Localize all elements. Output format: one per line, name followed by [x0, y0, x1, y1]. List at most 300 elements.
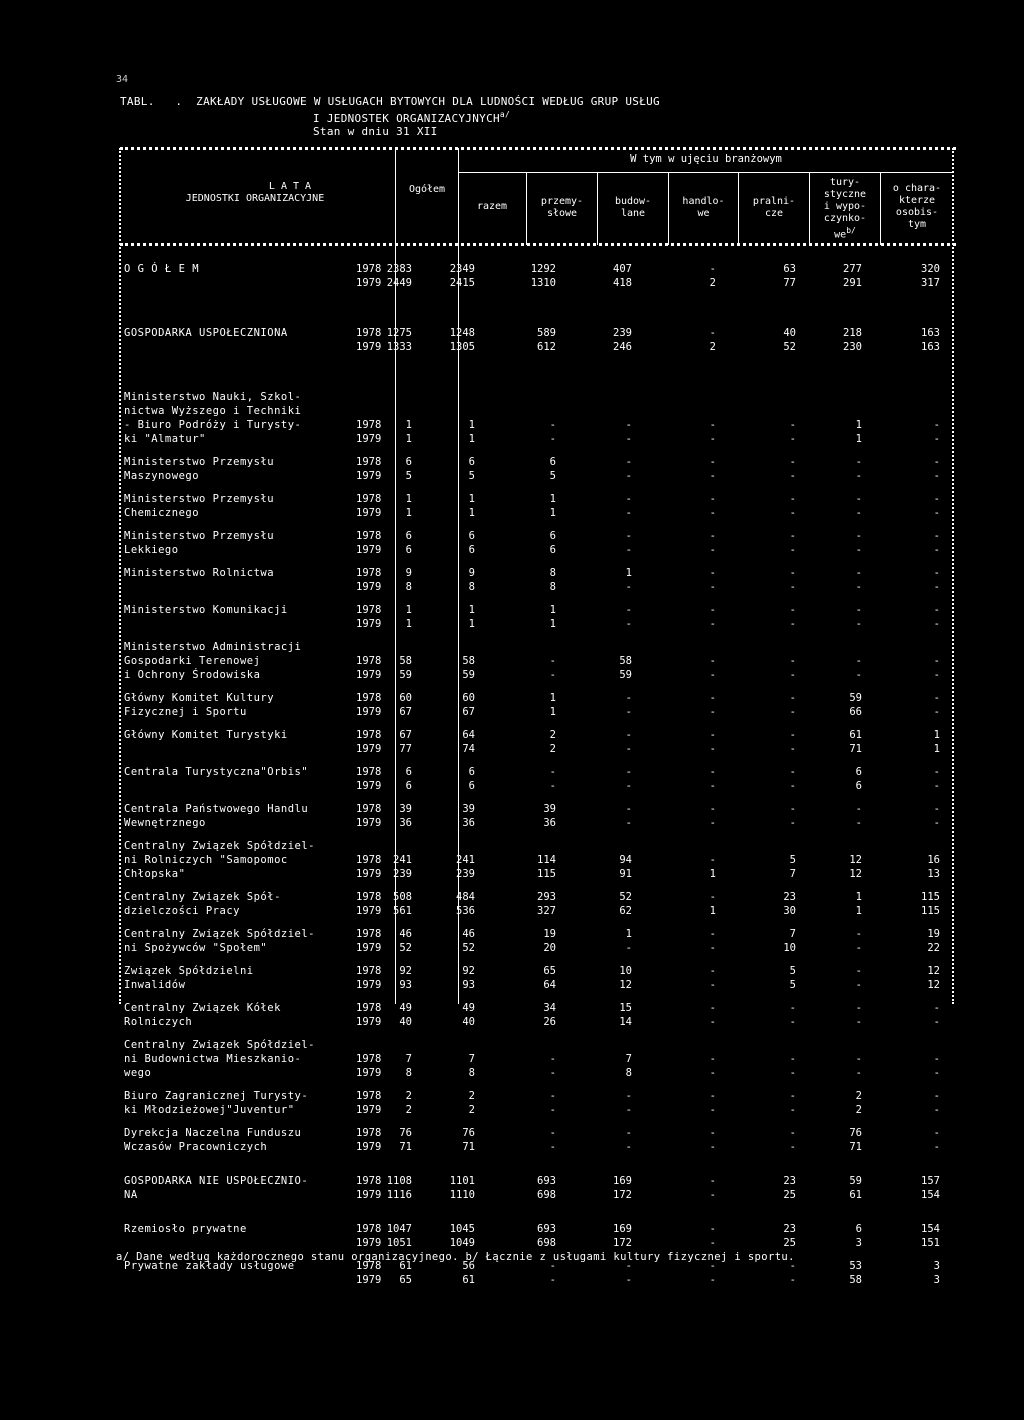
cell-razem: 58	[462, 655, 475, 667]
cell-bud: -	[625, 743, 632, 755]
row-year: 1979	[356, 341, 382, 353]
cell-osob: -	[933, 507, 940, 519]
row-year: 1979	[356, 507, 382, 519]
cell-razem: 8	[468, 581, 475, 593]
cell-tur: 6	[855, 1223, 862, 1235]
cell-handl: -	[709, 1175, 716, 1187]
cell-pral: 23	[783, 1223, 796, 1235]
table-row	[0, 506, 1024, 520]
row-year: 1978	[356, 1090, 382, 1102]
cell-pral: 30	[783, 905, 796, 917]
cell-handl: -	[709, 1090, 716, 1102]
cell-razem: 536	[456, 905, 475, 917]
title-line-3-text: Stan w dniu 31 XII	[313, 124, 438, 138]
cell-bud: 1	[625, 928, 632, 940]
cell-razem: 1101	[449, 1175, 475, 1187]
cell-ogolem: 1	[405, 604, 412, 616]
cell-pral: -	[789, 419, 796, 431]
cell-pral: 63	[783, 263, 796, 275]
cell-bud: 10	[619, 965, 632, 977]
cell-tur: 2	[855, 1090, 862, 1102]
row-year: 1979	[356, 277, 382, 289]
cell-ogolem: 2383	[386, 263, 412, 275]
cell-handl: -	[709, 493, 716, 505]
cell-osob: -	[933, 1141, 940, 1153]
table-body	[0, 262, 1024, 1287]
cell-pral: -	[789, 743, 796, 755]
row-year: 1978	[356, 604, 382, 616]
row-year: 1979	[356, 1016, 382, 1028]
cell-osob: 1	[933, 729, 940, 741]
page-number: 34	[116, 74, 129, 85]
cell-ogolem: 39	[399, 803, 412, 815]
cell-ogolem: 239	[393, 868, 412, 880]
table-row	[0, 941, 1024, 955]
cell-osob: 115	[921, 905, 940, 917]
cell-przem: -	[549, 1260, 556, 1272]
cell-pral: -	[789, 1002, 796, 1014]
cell-osob: 163	[921, 341, 940, 353]
table-row	[0, 418, 1024, 432]
cell-ogolem: 1	[405, 433, 412, 445]
cell-tur: 291	[843, 277, 862, 289]
table-row	[0, 816, 1024, 830]
cell-osob: -	[933, 530, 940, 542]
title-line-2	[120, 108, 660, 125]
cell-razem: 1305	[449, 341, 475, 353]
table-title	[120, 95, 660, 138]
cell-razem: 239	[456, 868, 475, 880]
cell-razem: 1	[468, 419, 475, 431]
row-label: Dyrekcja Naczelna Funduszu	[124, 1127, 302, 1139]
cell-przem: -	[549, 1141, 556, 1153]
title-line-1: TABL. . ZAKŁADY USŁUGOWE W USŁUGACH BYTOWYCH DLA LUDNOŚCI WEDŁUG GRUP USŁUG	[120, 95, 660, 108]
cell-tur: 12	[849, 868, 862, 880]
cell-bud: -	[625, 1274, 632, 1286]
cell-przem: 612	[537, 341, 556, 353]
cell-przem: 1	[549, 507, 556, 519]
title-footnote-a: a/	[499, 110, 511, 119]
cell-handl: -	[709, 780, 716, 792]
cell-osob: -	[933, 419, 940, 431]
cell-ogolem: 61	[399, 1260, 412, 1272]
table-row	[0, 728, 1024, 742]
cell-przem: 2	[549, 743, 556, 755]
cell-przem: 64	[543, 979, 556, 991]
row-label: Ministerstwo Przemysłu	[124, 493, 275, 505]
cell-tur: -	[855, 1053, 862, 1065]
cell-przem: -	[549, 766, 556, 778]
cell-pral: -	[789, 803, 796, 815]
cell-handl: -	[709, 891, 716, 903]
table-row	[0, 326, 1024, 340]
cell-handl: -	[709, 743, 716, 755]
cell-razem: 1248	[449, 327, 475, 339]
cell-osob: -	[933, 766, 940, 778]
row-year: 1979	[356, 905, 382, 917]
cell-tur: 1	[855, 905, 862, 917]
cell-przem: 5	[549, 470, 556, 482]
cell-handl: -	[709, 604, 716, 616]
cell-bud: -	[625, 1127, 632, 1139]
cell-osob: -	[933, 706, 940, 718]
cell-ogolem: 6	[405, 544, 412, 556]
cell-pral: 7	[789, 868, 796, 880]
cell-przem: -	[549, 1067, 556, 1079]
header-o-charakterze: o chara- kterze osobis- tym	[892, 183, 942, 230]
cell-tur: -	[855, 669, 862, 681]
cell-bud: -	[625, 433, 632, 445]
cell-razem: 6	[468, 530, 475, 542]
cell-ogolem: 8	[405, 581, 412, 593]
table-row	[0, 1103, 1024, 1117]
cell-przem: 327	[537, 905, 556, 917]
row-label: Fizycznej i Sportu	[124, 706, 247, 718]
cell-razem: 92	[462, 965, 475, 977]
cell-przem: 6	[549, 544, 556, 556]
cell-pral: -	[789, 1053, 796, 1065]
cell-pral: -	[789, 1067, 796, 1079]
row-year: 1978	[356, 1260, 382, 1272]
cell-tur: 59	[849, 692, 862, 704]
row-label: Lekkiego	[124, 544, 179, 556]
cell-przem: -	[549, 780, 556, 792]
cell-pral: 77	[783, 277, 796, 289]
cell-osob: -	[933, 669, 940, 681]
cell-osob: 22	[927, 942, 940, 954]
cell-bud: 91	[619, 868, 632, 880]
cell-ogolem: 36	[399, 817, 412, 829]
table-row	[0, 276, 1024, 290]
cell-bud: -	[625, 456, 632, 468]
cell-bud: 172	[613, 1189, 632, 1201]
cell-ogolem: 6	[405, 456, 412, 468]
row-year: 1978	[356, 530, 382, 542]
cell-osob: -	[933, 780, 940, 792]
cell-ogolem: 1333	[386, 341, 412, 353]
cell-osob: -	[933, 1053, 940, 1065]
cell-bud: -	[625, 581, 632, 593]
cell-bud: -	[625, 692, 632, 704]
row-label: Centrala Państwowego Handlu	[124, 803, 309, 815]
cell-pral: -	[789, 729, 796, 741]
cell-ogolem: 60	[399, 692, 412, 704]
cell-tur: -	[855, 979, 862, 991]
row-label: Centralny Związek Kółek	[124, 1002, 281, 1014]
cell-pral: 25	[783, 1237, 796, 1249]
cell-przem: -	[549, 669, 556, 681]
cell-ogolem: 1	[405, 419, 412, 431]
row-label: Rzemiosło prywatne	[124, 1223, 247, 1235]
cell-razem: 60	[462, 692, 475, 704]
header-lata: L A T A	[268, 181, 312, 192]
cell-razem: 1049	[449, 1237, 475, 1249]
row-label: Inwalidów	[124, 979, 186, 991]
row-year: 1979	[356, 868, 382, 880]
cell-pral: 5	[789, 965, 796, 977]
header-przemyslowe: przemy- słowe	[540, 196, 584, 219]
cell-razem: 1	[468, 618, 475, 630]
table-row	[0, 1236, 1024, 1250]
cell-handl: -	[709, 530, 716, 542]
cell-osob: -	[933, 1127, 940, 1139]
cell-razem: 5	[468, 470, 475, 482]
cell-ogolem: 1	[405, 507, 412, 519]
cell-razem: 7	[468, 1053, 475, 1065]
cell-razem: 39	[462, 803, 475, 815]
cell-pral: -	[789, 1090, 796, 1102]
cell-pral: 23	[783, 1175, 796, 1187]
cell-tur: 6	[855, 766, 862, 778]
cell-tur: -	[855, 655, 862, 667]
cell-handl: -	[709, 470, 716, 482]
cell-pral: -	[789, 1016, 796, 1028]
cell-tur: 3	[855, 1237, 862, 1249]
row-year: 1978	[356, 419, 382, 431]
table-row	[0, 566, 1024, 580]
cell-przem: 36	[543, 817, 556, 829]
cell-handl: -	[709, 1016, 716, 1028]
table-row	[0, 1126, 1024, 1140]
table-row	[0, 1174, 1024, 1188]
cell-przem: 65	[543, 965, 556, 977]
row-year: 1978	[356, 456, 382, 468]
cell-handl: 2	[709, 341, 716, 353]
cell-osob: -	[933, 493, 940, 505]
table-row	[0, 404, 1024, 418]
row-year: 1979	[356, 780, 382, 792]
cell-pral: -	[789, 433, 796, 445]
cell-tur: -	[855, 1016, 862, 1028]
cell-bud: -	[625, 942, 632, 954]
cell-osob: -	[933, 456, 940, 468]
row-label: Centralny Związek Spółdziel-	[124, 1039, 316, 1051]
table-row	[0, 839, 1024, 853]
cell-przem: -	[549, 1127, 556, 1139]
table-row	[0, 1273, 1024, 1287]
row-label: Chłopska"	[124, 868, 186, 880]
cell-ogolem: 1051	[386, 1237, 412, 1249]
cell-pral: -	[789, 692, 796, 704]
cell-tur: 53	[849, 1260, 862, 1272]
cell-razem: 64	[462, 729, 475, 741]
cell-razem: 1	[468, 433, 475, 445]
cell-osob: -	[933, 655, 940, 667]
cell-bud: 7	[625, 1053, 632, 1065]
cell-handl: -	[709, 1189, 716, 1201]
table-row	[0, 543, 1024, 557]
row-year: 1979	[356, 817, 382, 829]
cell-bud: -	[625, 766, 632, 778]
row-label: Ministerstwo Nauki, Szkol-	[124, 391, 302, 403]
cell-ogolem: 5	[405, 470, 412, 482]
cell-osob: 12	[927, 965, 940, 977]
row-label: Biuro Zagranicznej Turysty-	[124, 1090, 309, 1102]
cell-osob: -	[933, 1002, 940, 1014]
cell-tur: -	[855, 604, 862, 616]
cell-handl: -	[709, 692, 716, 704]
row-label: Wewnętrznego	[124, 817, 206, 829]
table-row	[0, 1015, 1024, 1029]
row-year: 1979	[356, 1141, 382, 1153]
cell-tur: -	[855, 803, 862, 815]
table-row	[0, 964, 1024, 978]
cell-przem: 2	[549, 729, 556, 741]
header-ogolem: Ogółem	[408, 184, 446, 195]
row-year: 1979	[356, 743, 382, 755]
cell-bud: 172	[613, 1237, 632, 1249]
cell-razem: 9	[468, 567, 475, 579]
cell-ogolem: 1	[405, 618, 412, 630]
cell-przem: 693	[537, 1175, 556, 1187]
cell-razem: 6	[468, 766, 475, 778]
table-row	[0, 867, 1024, 881]
cell-pral: 7	[789, 928, 796, 940]
table-row	[0, 1188, 1024, 1202]
cell-osob: 12	[927, 979, 940, 991]
cell-handl: -	[709, 1274, 716, 1286]
cell-tur: 59	[849, 1175, 862, 1187]
cell-pral: 5	[789, 854, 796, 866]
cell-przem: 6	[549, 456, 556, 468]
table-row	[0, 1066, 1024, 1080]
table-row	[0, 1038, 1024, 1052]
cell-bud: -	[625, 803, 632, 815]
cell-tur: 6	[855, 780, 862, 792]
row-year: 1979	[356, 1067, 382, 1079]
row-label: Centrala Turystyczna"Orbis"	[124, 766, 309, 778]
cell-razem: 59	[462, 669, 475, 681]
cell-przem: 26	[543, 1016, 556, 1028]
cell-bud: -	[625, 470, 632, 482]
header-handlowe: handlo- we	[682, 196, 725, 219]
cell-pral: -	[789, 780, 796, 792]
table-row	[0, 390, 1024, 404]
cell-przem: -	[549, 1053, 556, 1065]
row-label: Chemicznego	[124, 507, 200, 519]
cell-przem: 1	[549, 618, 556, 630]
cell-ogolem: 76	[399, 1127, 412, 1139]
cell-handl: -	[709, 1104, 716, 1116]
cell-bud: 169	[613, 1223, 632, 1235]
cell-bud: -	[625, 1141, 632, 1153]
cell-tur: 1	[855, 419, 862, 431]
cell-przem: 1	[549, 692, 556, 704]
row-year: 1978	[356, 1002, 382, 1014]
row-year: 1979	[356, 706, 382, 718]
cell-osob: -	[933, 544, 940, 556]
cell-tur: -	[855, 530, 862, 542]
row-year: 1978	[356, 965, 382, 977]
cell-handl: -	[709, 1223, 716, 1235]
row-year: 1978	[356, 327, 382, 339]
header-turystyczne-text: tury- styczne i wypo- czynko- we	[823, 177, 867, 241]
row-label: Maszynowego	[124, 470, 200, 482]
cell-handl: -	[709, 803, 716, 815]
row-label: i Ochrony Środowiska	[124, 669, 261, 681]
cell-ogolem: 71	[399, 1141, 412, 1153]
cell-razem: 56	[462, 1260, 475, 1272]
row-label: ki Młodzieżowej"Juventur"	[124, 1104, 295, 1116]
cell-bud: 246	[613, 341, 632, 353]
cell-bud: -	[625, 530, 632, 542]
cell-handl: 1	[709, 868, 716, 880]
cell-handl: -	[709, 263, 716, 275]
table-row	[0, 640, 1024, 654]
cell-bud: -	[625, 817, 632, 829]
cell-handl: -	[709, 1067, 716, 1079]
cell-przem: 698	[537, 1189, 556, 1201]
cell-ogolem: 46	[399, 928, 412, 940]
cell-osob: -	[933, 1067, 940, 1079]
cell-tur: -	[855, 942, 862, 954]
cell-tur: -	[855, 581, 862, 593]
cell-pral: -	[789, 470, 796, 482]
table-row	[0, 432, 1024, 446]
table-row	[0, 262, 1024, 276]
cell-osob: 115	[921, 891, 940, 903]
cell-pral: -	[789, 507, 796, 519]
cell-bud: 239	[613, 327, 632, 339]
cell-bud: 52	[619, 891, 632, 903]
table-row	[0, 469, 1024, 483]
cell-przem: -	[549, 433, 556, 445]
table-row	[0, 765, 1024, 779]
row-year: 1978	[356, 854, 382, 866]
cell-handl: -	[709, 965, 716, 977]
cell-tur: -	[855, 618, 862, 630]
table-row	[0, 802, 1024, 816]
cell-handl: -	[709, 1127, 716, 1139]
table-row	[0, 927, 1024, 941]
title-line-3	[120, 125, 660, 138]
cell-osob: 3	[933, 1274, 940, 1286]
cell-tur: 76	[849, 1127, 862, 1139]
table-row	[0, 691, 1024, 705]
cell-ogolem: 9	[405, 567, 412, 579]
cell-pral: -	[789, 604, 796, 616]
cell-razem: 1045	[449, 1223, 475, 1235]
cell-handl: -	[709, 817, 716, 829]
cell-handl: -	[709, 1237, 716, 1249]
header-pralnicze: pralni- cze	[752, 196, 796, 219]
cell-razem: 1	[468, 507, 475, 519]
cell-osob: -	[933, 567, 940, 579]
cell-handl: -	[709, 419, 716, 431]
cell-przem: -	[549, 419, 556, 431]
cell-osob: 163	[921, 327, 940, 339]
cell-handl: -	[709, 942, 716, 954]
cell-osob: -	[933, 817, 940, 829]
row-label: Ministerstwo Przemysłu	[124, 530, 275, 542]
cell-przem: -	[549, 1090, 556, 1102]
cell-przem: 1	[549, 706, 556, 718]
cell-przem: 19	[543, 928, 556, 940]
cell-ogolem: 241	[393, 854, 412, 866]
cell-handl: -	[709, 729, 716, 741]
cell-tur: 277	[843, 263, 862, 275]
cell-handl: -	[709, 456, 716, 468]
cell-handl: -	[709, 581, 716, 593]
cell-razem: 2415	[449, 277, 475, 289]
table-row	[0, 978, 1024, 992]
cell-razem: 8	[468, 1067, 475, 1079]
cell-osob: 157	[921, 1175, 940, 1187]
row-label: nictwa Wyższego i Techniki	[124, 405, 302, 417]
cell-ogolem: 6	[405, 766, 412, 778]
cell-bud: -	[625, 493, 632, 505]
cell-razem: 6	[468, 780, 475, 792]
